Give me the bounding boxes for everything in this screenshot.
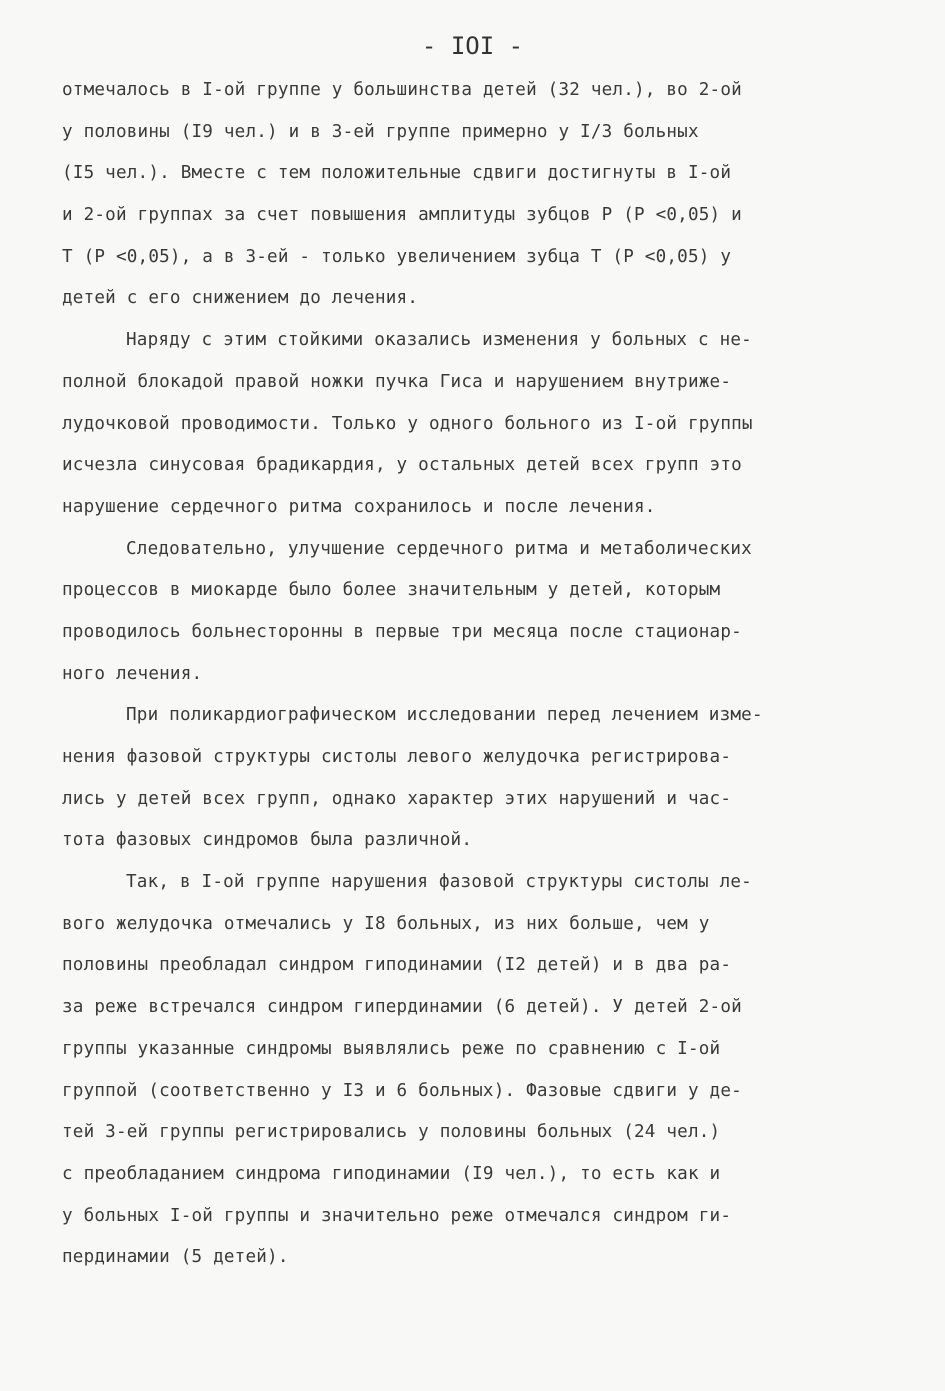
text-line: (I5 чел.). Вместе с тем положительные сдвиги достигнуты в I-ой: [62, 163, 732, 184]
text-line: нения фазовой структуры систолы левого желудочка регистрирова-: [62, 747, 732, 767]
text-line: у больных I-ой группы и значительно реже отмечался синдром ги-: [62, 1205, 732, 1226]
text-line: нарушение сердечного ритма сохранилось и после лечения.: [62, 496, 656, 517]
text-line: процессов в миокарде было более значительным у детей, которым: [62, 580, 721, 601]
text-line: лудочковой проводимости. Только у одного больного из I-ой группы: [62, 413, 753, 434]
text-line: группой (соответственно у I3 и 6 больных). Фазовые сдвиги у де-: [62, 1080, 742, 1101]
body-text: [62, 70, 874, 1279]
text-line: Т (Р <0,05), а в 3-ей - только увеличением зубца Т (Р <0,05) у: [62, 246, 732, 267]
text-line: и 2-ой группах за счет повышения амплитуды зубцов Р (Р <0,05) и: [62, 205, 742, 226]
text-line: детей с его снижением до лечения.: [62, 288, 419, 309]
text-line: При поликардиографическом исследовании перед лечением изме-: [126, 705, 763, 726]
text-line: половины преобладал синдром гиподинамии (I2 детей) и в два ра-: [62, 955, 732, 976]
text-line: группы указанные синдромы выявлялись реже по сравнению с I-ой: [62, 1038, 721, 1059]
text-line: тота фазовых синдромов была различной.: [62, 830, 473, 851]
text-line: отмечалось в I-ой группе у большинства детей (32 чел.), во 2-ой: [62, 80, 742, 100]
text-line: вого желудочка отмечались у I8 больных, из них больше, чем у: [62, 913, 710, 934]
text-line: за реже встречался синдром гипердинамии (6 детей). У детей 2-ой: [62, 997, 742, 1018]
text-line: Так, в I-ой группе нарушения фазовой структуры систолы ле-: [126, 872, 752, 893]
text-line: полной блокадой правой ножки пучка Гиса и нарушением внутриже-: [62, 371, 732, 392]
text-line: пердинамии (5 детей).: [62, 1247, 289, 1268]
text-line: проводилось больнесторонны в первые три месяца после стационар-: [62, 621, 742, 642]
text-line: лись у детей всех групп, однако характер этих нарушений и час-: [62, 788, 732, 809]
text-line: тей 3-ей группы регистрировались у половины больных (24 чел.): [62, 1122, 721, 1143]
text-line: ного лечения.: [62, 663, 203, 684]
text-line: Наряду с этим стойкими оказались изменения у больных с не-: [126, 330, 752, 351]
text-line: исчезла синусовая брадикардия, у остальных детей всех групп это: [62, 455, 742, 476]
text-line: у половины (I9 чел.) и в 3-ей группе примерно у I/3 больных: [62, 121, 699, 142]
page-number: - IOI -: [421, 32, 524, 60]
text-line: с преобладанием синдрома гиподинамии (I9 чел.), то есть как и: [62, 1163, 721, 1184]
text-line: Следовательно, улучшение сердечного ритма и метаболических: [126, 538, 752, 559]
